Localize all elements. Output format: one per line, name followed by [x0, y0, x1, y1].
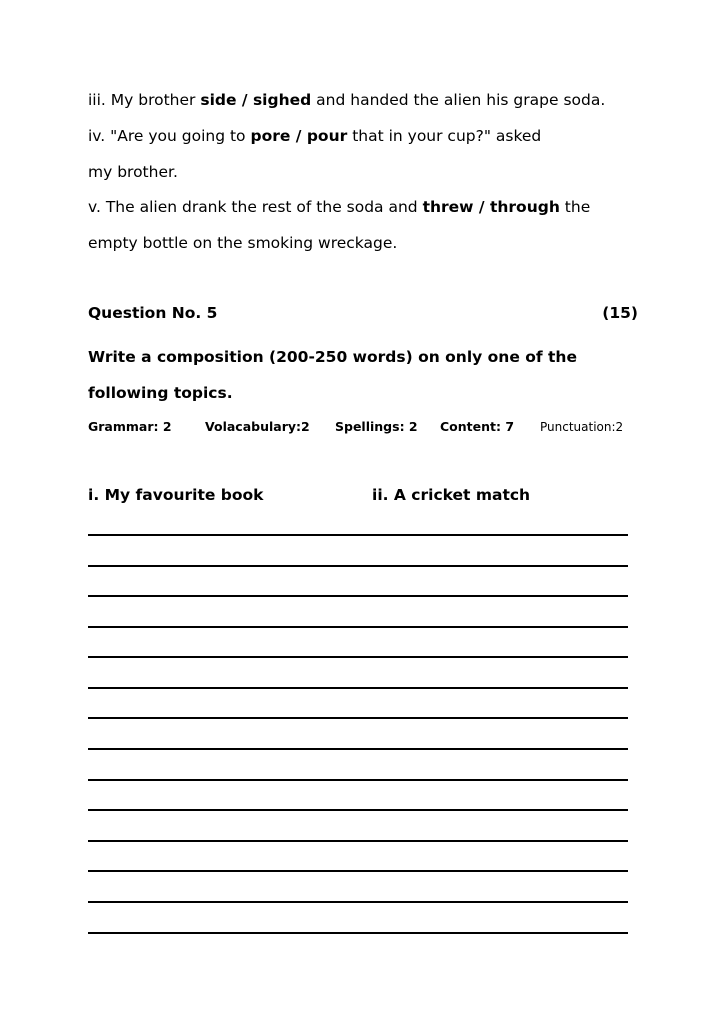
writing-line [88, 932, 628, 934]
word-choice: side / sighed [200, 91, 312, 109]
word-choice: threw / through [422, 198, 560, 216]
sentence-iii [88, 90, 605, 110]
criteria-content: Content: 7 [440, 419, 515, 434]
sentence-iv-continued: my brother. [88, 163, 178, 181]
writing-line [88, 717, 628, 719]
writing-line [88, 748, 628, 750]
writing-line [88, 809, 628, 811]
criteria-grammar: Grammar: 2 [88, 419, 172, 434]
sentence-text: iii. My brother [88, 91, 201, 109]
criteria-punctuation: Punctuation:2 [540, 420, 624, 434]
sentence-text: v. The alien drank the rest of the soda and [88, 198, 423, 216]
writing-line [88, 626, 628, 628]
sentence-text: iv. "Are you going to [88, 127, 251, 145]
topic-2: ii. A cricket match [372, 486, 531, 504]
instruction-line-1: Write a composition (200-250 words) on only one of the [88, 348, 577, 366]
question-title: Question No. 5 [88, 304, 218, 322]
writing-line [88, 779, 628, 781]
writing-line [88, 595, 628, 597]
sentence-text: and handed the alien his grape soda. [311, 91, 606, 109]
sentence-text: that in your cup?" asked [347, 127, 542, 145]
writing-line [88, 656, 628, 658]
writing-line [88, 534, 628, 536]
sentence-text: the [559, 198, 591, 216]
writing-line [88, 901, 628, 903]
topic-1: i. My favourite book [88, 486, 264, 504]
criteria-vocabulary: Volacabulary:2 [205, 419, 310, 434]
writing-line [88, 840, 628, 842]
writing-line [88, 565, 628, 567]
sentence-iv [88, 126, 541, 146]
sentence-v-continued: empty bottle on the smoking wreckage. [88, 234, 398, 252]
writing-line [88, 687, 628, 689]
instruction-line-2: following topics. [88, 384, 233, 402]
criteria-spellings: Spellings: 2 [335, 419, 418, 434]
word-choice: pore / pour [250, 127, 348, 145]
question-marks: (15) [602, 304, 638, 322]
writing-line [88, 870, 628, 872]
sentence-v [88, 197, 590, 217]
